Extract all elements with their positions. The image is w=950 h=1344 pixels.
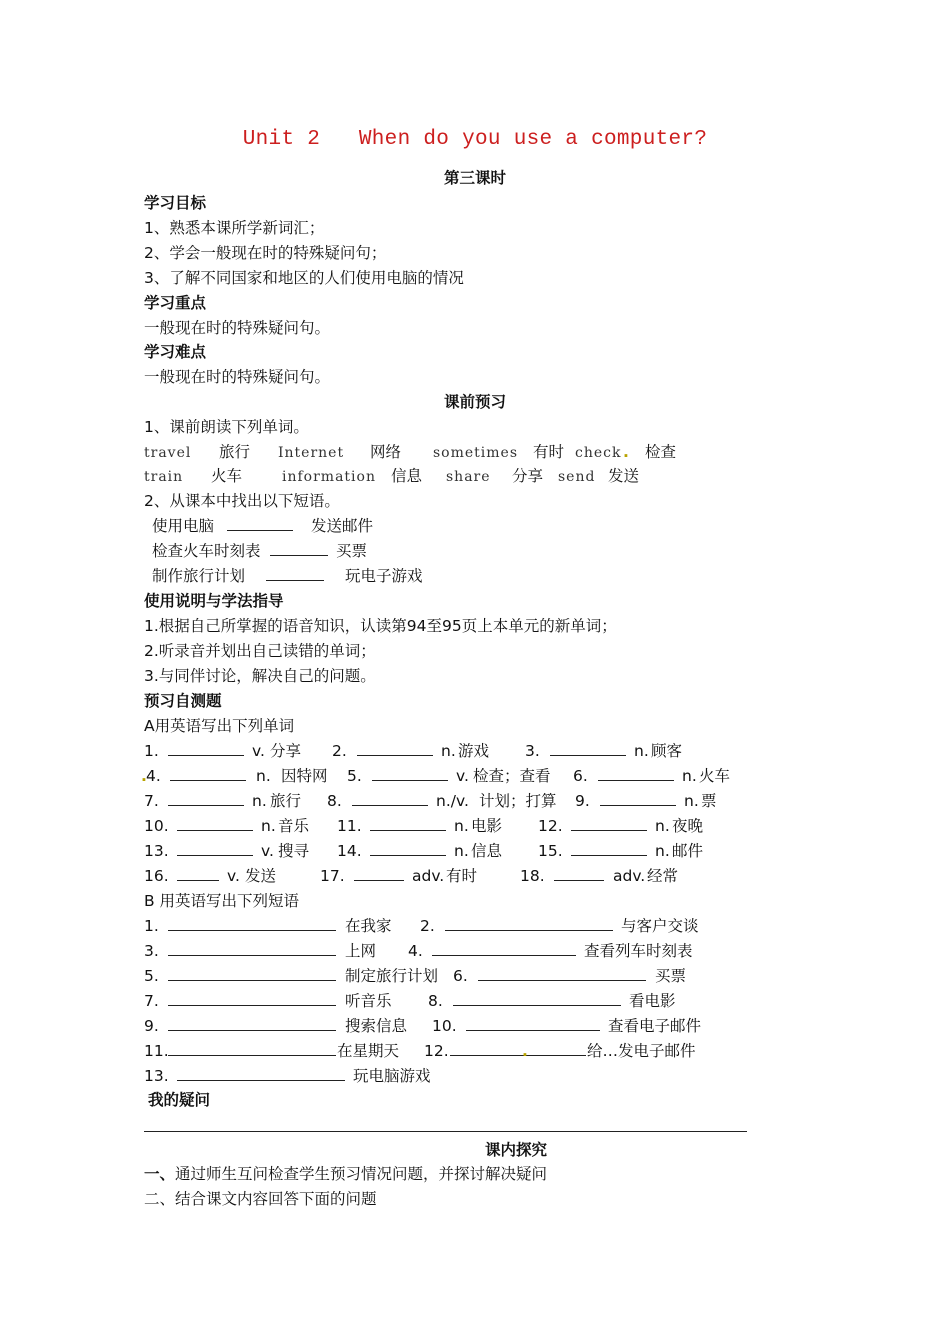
word-zh: 发送 (608, 467, 640, 485)
answer-blank[interactable] (372, 766, 448, 786)
item-pos: n. (441, 742, 456, 760)
answer-blank[interactable] (270, 541, 328, 561)
phrase-zh: 给…发电子邮件 (587, 1042, 696, 1060)
item-number: 1. (144, 917, 159, 935)
phrase-item: 玩电子游戏 (345, 567, 423, 585)
item-zh: 计划；打算 (479, 792, 557, 810)
phrase-zh: 看电影 (629, 992, 676, 1010)
answer-blank[interactable] (357, 741, 433, 761)
answer-blank[interactable] (571, 841, 647, 861)
goal-item: 1、熟悉本课所学新词汇； (144, 219, 325, 237)
item-number: 5. (144, 967, 159, 985)
item-number: 7. (144, 792, 159, 810)
goals-heading: 学习目标 (144, 194, 207, 212)
word-zh: 信息 (391, 467, 423, 485)
guide-item: 3.与同伴讨论，解决自己的问题。 (144, 667, 376, 685)
answer-blank[interactable] (450, 1041, 586, 1061)
answer-blank[interactable] (177, 841, 253, 861)
item-pos: n./v. (436, 792, 469, 810)
item-number: 6. (453, 967, 468, 985)
word-zh: 分享 (512, 467, 544, 485)
class-item-1-text: 通过师生互问检查学生预习情况问题，并探讨解决疑问 (175, 1165, 548, 1183)
answer-blank[interactable] (571, 816, 647, 836)
item-zh: 音乐 (278, 817, 310, 835)
item-pos: v. (261, 842, 274, 860)
answer-blank[interactable] (168, 1041, 336, 1061)
phrase-zh: 制定旅行计划 (345, 967, 439, 985)
answer-blank[interactable] (177, 866, 219, 886)
item-pos: adv. (412, 867, 445, 885)
item-number: 9. (575, 792, 590, 810)
class-item-1 (144, 1164, 547, 1184)
answer-blank[interactable] (453, 991, 621, 1011)
item-zh: 经常 (647, 867, 679, 885)
highlight-dot: . (623, 443, 629, 461)
preview-task2: 2、从课本中找出以下短语。 (144, 492, 340, 510)
goal-item: 3、了解不同国家和地区的人们使用电脑的情况 (144, 269, 464, 287)
item-number: 7. (144, 992, 159, 1010)
item-number: 14. (337, 842, 362, 860)
selftest-b-title: B 用英语写出下列短语 (144, 892, 300, 910)
preview-task1: 1、课前朗读下列单词。 (144, 418, 309, 436)
item-number: 2. (420, 917, 435, 935)
answer-blank[interactable] (352, 791, 428, 811)
item-number: 12. (424, 1042, 449, 1060)
answer-blank[interactable] (550, 741, 626, 761)
item-pos: n. (256, 767, 271, 785)
item-number: 4. (146, 767, 161, 785)
item-zh: 分享 (270, 742, 302, 760)
word-zh: 有时 (533, 443, 565, 461)
item-pos: n. (684, 792, 699, 810)
highlight-dot: . (141, 767, 147, 785)
item-number: 8. (428, 992, 443, 1010)
phrase-zh: 上网 (345, 942, 377, 960)
phrase-item: 制作旅行计划 (152, 567, 246, 585)
answer-blank[interactable] (168, 791, 244, 811)
guide-item: 2.听录音并划出自己读错的单词； (144, 642, 376, 660)
phrase-item: 发送邮件 (311, 517, 374, 535)
phrase-zh: 查看列车时刻表 (584, 942, 693, 960)
item-zh: 游戏 (458, 742, 490, 760)
answer-blank[interactable] (168, 966, 336, 986)
answer-blank[interactable] (598, 766, 674, 786)
item-number: 4. (408, 942, 423, 960)
answer-blank[interactable] (554, 866, 604, 886)
highlight-dot: . (522, 1042, 528, 1060)
questions-heading: 我的疑问 (148, 1091, 211, 1109)
item-number: 9. (144, 1017, 159, 1035)
answer-blank[interactable] (168, 941, 336, 961)
difficulty-text: 一般现在时的特殊疑问句。 (144, 368, 331, 386)
item-pos: n. (261, 817, 276, 835)
item-pos: n. (454, 817, 469, 835)
word-zh: 网络 (370, 443, 402, 461)
item-number: 5. (347, 767, 362, 785)
item-zh: 电影 (471, 817, 503, 835)
guide-item: 1.根据自己所掌握的语音知识，认读第94至95页上本单元的新单词； (144, 617, 617, 635)
item-zh: 火车 (699, 767, 731, 785)
class-item-2: 二、结合课文内容回答下面的问题 (144, 1190, 377, 1208)
item-number: 10. (144, 817, 169, 835)
selftest-heading: 预习自测题 (144, 692, 222, 710)
answer-blank[interactable] (168, 1016, 336, 1036)
class-item-1-prefix: 一、 (144, 1165, 176, 1183)
word-en: share (446, 469, 491, 485)
item-pos: v. (456, 767, 469, 785)
item-number: 13. (144, 842, 169, 860)
phrase-zh: 与客户交谈 (621, 917, 699, 935)
answer-blank[interactable] (354, 866, 404, 886)
answer-blank[interactable] (370, 816, 446, 836)
focus-text: 一般现在时的特殊疑问句。 (144, 319, 331, 337)
guide-heading: 使用说明与学法指导 (144, 592, 284, 610)
item-number: 17. (320, 867, 345, 885)
phrase-zh: 听音乐 (345, 992, 392, 1010)
answer-blank[interactable] (432, 941, 576, 961)
item-number: 3. (144, 942, 159, 960)
item-pos: v. (252, 742, 265, 760)
focus-heading: 学习重点 (144, 294, 207, 312)
item-number: 18. (520, 867, 545, 885)
questions-answer-line[interactable] (144, 1131, 747, 1132)
answer-blank[interactable] (466, 1016, 600, 1036)
item-number: 13. (144, 1067, 169, 1085)
goal-item: 2、学会一般现在时的特殊疑问句； (144, 244, 387, 262)
preview-heading: 课前预习 (443, 393, 506, 411)
answer-blank[interactable] (600, 791, 676, 811)
word-en: train (144, 469, 184, 485)
difficulty-heading: 学习难点 (144, 343, 207, 361)
phrase-zh: 在星期天 (337, 1042, 400, 1060)
item-pos: n. (655, 817, 670, 835)
item-pos: n. (655, 842, 670, 860)
answer-blank[interactable] (478, 966, 646, 986)
word-zh: 旅行 (219, 443, 251, 461)
phrase-item: 使用电脑 (152, 517, 215, 535)
item-pos: n. (634, 742, 649, 760)
item-zh: 夜晚 (672, 817, 704, 835)
item-zh: 顾客 (651, 742, 683, 760)
item-zh: 有时 (446, 867, 478, 885)
item-number: 11. (144, 1042, 169, 1060)
item-number: 15. (538, 842, 563, 860)
item-zh: 票 (701, 792, 717, 810)
item-pos: n. (252, 792, 267, 810)
page-title: Unit 2 When do you use a computer? (242, 128, 708, 151)
phrase-zh: 买票 (655, 967, 687, 985)
item-number: 10. (432, 1017, 457, 1035)
phrase-zh: 玩电脑游戏 (353, 1067, 431, 1085)
item-number: 8. (327, 792, 342, 810)
item-pos: n. (454, 842, 469, 860)
answer-blank[interactable] (177, 1066, 345, 1086)
answer-blank[interactable] (445, 916, 613, 936)
item-zh: 邮件 (672, 842, 704, 860)
answer-blank[interactable] (227, 516, 293, 536)
item-zh: 检查；查看 (473, 767, 551, 785)
item-number: 3. (525, 742, 540, 760)
word-en: information (282, 469, 376, 485)
class-heading: 课内探究 (485, 1141, 548, 1159)
word-zh: 火车 (211, 467, 243, 485)
answer-blank[interactable] (266, 566, 324, 586)
word-en: Internet (278, 445, 345, 461)
item-pos: n. (682, 767, 697, 785)
item-zh: 信息 (471, 842, 503, 860)
word-en: sometimes (433, 445, 519, 461)
word-zh: 检查 (645, 443, 677, 461)
phrase-zh: 在我家 (345, 917, 392, 935)
phrase-zh: 查看电子邮件 (608, 1017, 702, 1035)
word-en: check (575, 445, 622, 461)
item-zh: 搜寻 (278, 842, 310, 860)
item-number: 11. (337, 817, 362, 835)
item-zh: 旅行 (270, 792, 302, 810)
answer-blank[interactable] (168, 991, 336, 1011)
item-number: 12. (538, 817, 563, 835)
word-en: travel (144, 445, 192, 461)
selftest-a-title: A用英语写出下列单词 (144, 717, 295, 735)
item-number: 16. (144, 867, 169, 885)
phrase-item: 检查火车时刻表 (152, 542, 261, 560)
item-number: 1. (144, 742, 159, 760)
phrase-item: 买票 (336, 542, 368, 560)
item-pos: v. (227, 867, 240, 885)
phrase-zh: 搜索信息 (345, 1017, 408, 1035)
item-number: 2. (332, 742, 347, 760)
word-en: send (558, 469, 596, 485)
lesson-label: 第三课时 (443, 169, 506, 187)
item-zh: 发送 (245, 867, 277, 885)
answer-blank[interactable] (168, 916, 336, 936)
item-number: 6. (573, 767, 588, 785)
item-zh: 因特网 (281, 767, 328, 785)
answer-blank[interactable] (170, 766, 246, 786)
answer-blank[interactable] (177, 816, 253, 836)
answer-blank[interactable] (168, 741, 244, 761)
answer-blank[interactable] (370, 841, 446, 861)
item-pos: adv. (613, 867, 646, 885)
